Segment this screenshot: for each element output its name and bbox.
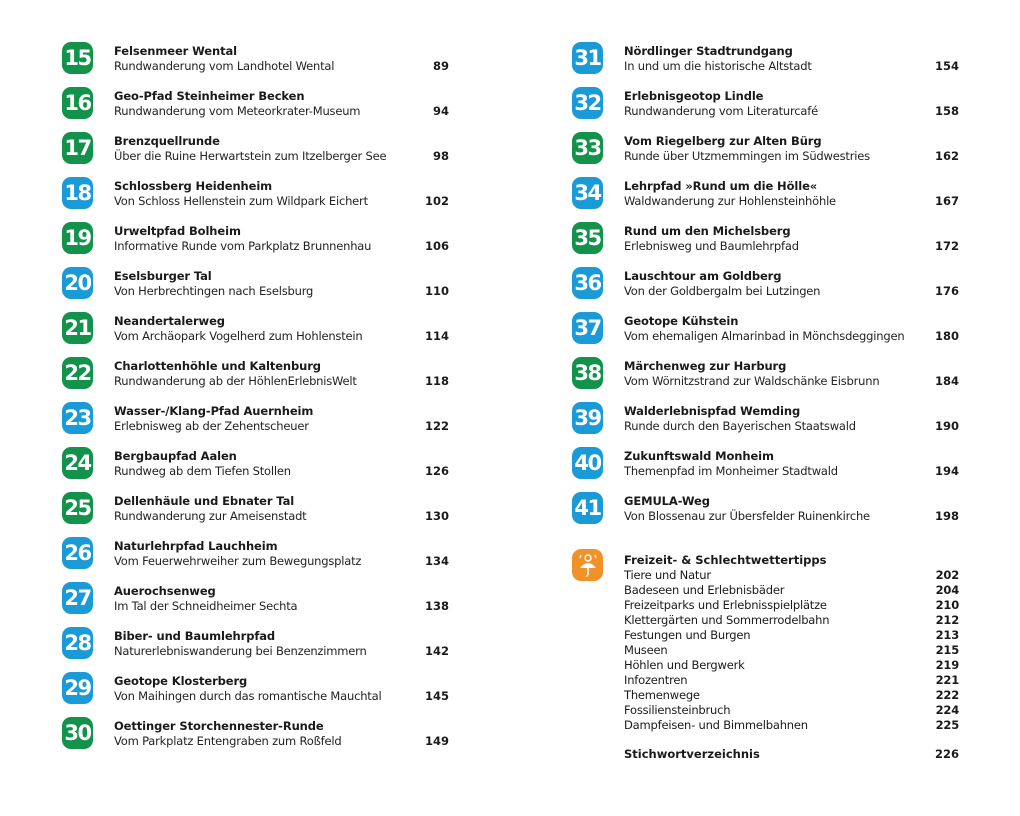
tip-label: Fossiliensteinbruch bbox=[624, 703, 731, 717]
tour-number-badge: 40 bbox=[572, 447, 603, 479]
tip-page-number: 221 bbox=[935, 673, 959, 687]
toc-entry-24[interactable] bbox=[62, 445, 452, 490]
toc-entry-19[interactable] bbox=[62, 220, 452, 265]
page-number: 114 bbox=[424, 329, 449, 343]
tour-title: Biber- und Baumlehrpfad bbox=[114, 629, 276, 643]
tip-page-number: 210 bbox=[935, 598, 959, 612]
page-number: 158 bbox=[934, 104, 959, 118]
tour-subtitle: Rundwanderung vom Meteorkrater-Museum bbox=[114, 104, 361, 118]
page-number: 94 bbox=[432, 104, 449, 118]
toc-entry-18[interactable] bbox=[62, 175, 452, 220]
tip-label: Themenwege bbox=[624, 688, 700, 702]
tour-title: Lehrpfad »Rund um die Hölle« bbox=[624, 179, 818, 193]
toc-entry-36[interactable] bbox=[572, 265, 962, 310]
tour-title: GEMULA-Weg bbox=[624, 494, 710, 508]
tip-page-number: 213 bbox=[935, 628, 959, 642]
tour-number-badge: 21 bbox=[62, 312, 93, 344]
tour-subtitle: Rundwanderung ab der HöhlenErlebnisWelt bbox=[114, 374, 357, 388]
toc-left-column bbox=[62, 40, 452, 760]
tip-label: Freizeitparks und Erlebnisspielplätze bbox=[624, 598, 827, 612]
tour-title: Auerochsenweg bbox=[114, 584, 216, 598]
toc-entry-35[interactable] bbox=[572, 220, 962, 265]
toc-entry-33[interactable] bbox=[572, 130, 962, 175]
sun-rain-umbrella-icon bbox=[572, 549, 603, 581]
tip-label: Dampfeisen- und Bimmelbahnen bbox=[624, 718, 808, 732]
tips-heading: Freizeit- & Schlechtwettertipps bbox=[624, 553, 827, 567]
tour-title: Lauschtour am Goldberg bbox=[624, 269, 782, 283]
tour-title: Charlottenhöhle und Kaltenburg bbox=[114, 359, 321, 373]
tour-title: Bergbaupfad Aalen bbox=[114, 449, 237, 463]
page-number: 134 bbox=[424, 554, 449, 568]
page-number: 142 bbox=[424, 644, 449, 658]
page-number: 118 bbox=[424, 374, 449, 388]
toc-entry-17[interactable] bbox=[62, 130, 452, 175]
tip-label: Badeseen und Erlebnisbäder bbox=[624, 583, 785, 597]
page-number: 138 bbox=[424, 599, 449, 613]
tour-number-badge: 23 bbox=[62, 402, 93, 434]
tour-title: Geo-Pfad Steinheimer Becken bbox=[114, 89, 305, 103]
tour-title: Schlossberg Heidenheim bbox=[114, 179, 273, 193]
tour-title: Wasser-/Klang-Pfad Auernheim bbox=[114, 404, 314, 418]
toc-entry-28[interactable] bbox=[62, 625, 452, 670]
page-number: 154 bbox=[934, 59, 959, 73]
tour-subtitle: Themenpfad im Monheimer Stadtwald bbox=[624, 464, 838, 478]
page-number: 98 bbox=[432, 149, 449, 163]
tour-title: Oettinger Storchennester-Runde bbox=[114, 719, 324, 733]
tip-page-number: 222 bbox=[935, 688, 959, 702]
tour-number-badge: 29 bbox=[62, 672, 93, 704]
tour-subtitle: Rundwanderung zur Ameisenstadt bbox=[114, 509, 307, 523]
tip-label: Infozentren bbox=[624, 673, 688, 687]
tour-title: Märchenweg zur Harburg bbox=[624, 359, 787, 373]
tip-item[interactable] bbox=[624, 598, 959, 613]
index-entry[interactable] bbox=[624, 747, 959, 761]
page-number: 184 bbox=[934, 374, 959, 388]
page-number: 106 bbox=[424, 239, 449, 253]
toc-entry-16[interactable] bbox=[62, 85, 452, 130]
tour-title: Brenzquellrunde bbox=[114, 134, 220, 148]
tour-subtitle: Rundwanderung vom Literaturcafé bbox=[624, 104, 818, 118]
tour-subtitle: Waldwanderung zur Hohlensteinhöhle bbox=[624, 194, 836, 208]
tour-subtitle: Von Herbrechtingen nach Eselsburg bbox=[114, 284, 314, 298]
page-number: 126 bbox=[424, 464, 449, 478]
tour-subtitle: Rundwanderung vom Landhotel Wental bbox=[114, 59, 335, 73]
tip-item[interactable] bbox=[624, 688, 959, 703]
tour-title: Vom Riegelberg zur Alten Bürg bbox=[624, 134, 822, 148]
tour-subtitle: Rundweg ab dem Tiefen Stollen bbox=[114, 464, 291, 478]
tour-title: Nördlinger Stadtrundgang bbox=[624, 44, 793, 58]
tour-subtitle: Vom Feuerwehrweiher zum Bewegungsplatz bbox=[114, 554, 362, 568]
tip-item[interactable] bbox=[624, 643, 959, 658]
tour-number-badge: 34 bbox=[572, 177, 603, 209]
tip-item[interactable] bbox=[624, 568, 959, 583]
tour-subtitle: Vom Wörnitzstrand zur Waldschänke Eisbrunn bbox=[624, 374, 880, 388]
tour-title: Dellenhäule und Ebnater Tal bbox=[114, 494, 295, 508]
toc-entry-26[interactable] bbox=[62, 535, 452, 580]
toc-entry-38[interactable] bbox=[572, 355, 962, 400]
page-number: 89 bbox=[432, 59, 449, 73]
tip-page-number: 224 bbox=[935, 703, 959, 717]
page-number: 162 bbox=[934, 149, 959, 163]
tour-title: Neandertalerweg bbox=[114, 314, 225, 328]
tip-item[interactable] bbox=[624, 718, 959, 733]
tour-number-badge: 26 bbox=[62, 537, 93, 569]
tour-number-badge: 41 bbox=[572, 492, 603, 524]
tour-number-badge: 38 bbox=[572, 357, 603, 389]
tour-title: Naturlehrpfad Lauchheim bbox=[114, 539, 278, 553]
tip-item[interactable] bbox=[624, 673, 959, 688]
tip-page-number: 212 bbox=[935, 613, 959, 627]
tip-label: Höhlen und Bergwerk bbox=[624, 658, 745, 672]
tour-subtitle: Von Blossenau zur Übersfelder Ruinenkirche bbox=[624, 509, 870, 523]
tour-number-badge: 22 bbox=[62, 357, 93, 389]
tip-item[interactable] bbox=[624, 658, 959, 673]
toc-entry-39[interactable] bbox=[572, 400, 962, 445]
tour-number-badge: 37 bbox=[572, 312, 603, 344]
toc-entry-22[interactable] bbox=[62, 355, 452, 400]
tip-page-number: 215 bbox=[935, 643, 959, 657]
tour-title: Geotope Kühstein bbox=[624, 314, 739, 328]
index-label: Stichwortverzeichnis bbox=[624, 747, 760, 761]
tour-subtitle: Runde über Utzmemmingen im Südwestries bbox=[624, 149, 870, 163]
toc-entry-15[interactable] bbox=[62, 40, 452, 85]
tour-title: Urweltpfad Bolheim bbox=[114, 224, 241, 238]
tip-item[interactable] bbox=[624, 613, 959, 628]
page-number: 122 bbox=[424, 419, 449, 433]
toc-entry-21[interactable] bbox=[62, 310, 452, 355]
page-number: 167 bbox=[934, 194, 959, 208]
tour-subtitle: Von Maihingen durch das romantische Mauchtal bbox=[114, 689, 382, 703]
page-number: 130 bbox=[424, 509, 449, 523]
tip-label: Klettergärten und Sommerrodelbahn bbox=[624, 613, 830, 627]
tour-number-badge: 16 bbox=[62, 87, 93, 119]
toc-entry-20[interactable] bbox=[62, 265, 452, 310]
tour-number-badge: 32 bbox=[572, 87, 603, 119]
tour-subtitle: Runde durch den Bayerischen Staatswald bbox=[624, 419, 856, 433]
page-number: 149 bbox=[424, 734, 449, 748]
tip-page-number: 219 bbox=[935, 658, 959, 672]
tour-number-badge: 33 bbox=[572, 132, 603, 164]
tour-number-badge: 18 bbox=[62, 177, 93, 209]
page-number: 194 bbox=[934, 464, 959, 478]
page-number: 110 bbox=[424, 284, 449, 298]
page-number: 172 bbox=[934, 239, 959, 253]
tour-number-badge: 17 bbox=[62, 132, 93, 164]
tour-title: Felsenmeer Wental bbox=[114, 44, 237, 58]
toc-entry-29[interactable] bbox=[62, 670, 452, 715]
tip-label: Festungen und Burgen bbox=[624, 628, 751, 642]
page-number: 198 bbox=[934, 509, 959, 523]
tip-page-number: 225 bbox=[935, 718, 959, 732]
page-number: 176 bbox=[934, 284, 959, 298]
toc-entry-23[interactable] bbox=[62, 400, 452, 445]
index-page-number: 226 bbox=[934, 747, 959, 761]
tour-subtitle: Vom ehemaligen Almarinbad in Mönchsdeggingen bbox=[624, 329, 905, 343]
toc-entry-32[interactable] bbox=[572, 85, 962, 130]
tour-title: Erlebnisgeotop Lindle bbox=[624, 89, 764, 103]
tour-number-badge: 19 bbox=[62, 222, 93, 254]
tip-label: Museen bbox=[624, 643, 668, 657]
tour-number-badge: 30 bbox=[62, 717, 93, 749]
tour-number-badge: 31 bbox=[572, 42, 603, 74]
tour-title: Eselsburger Tal bbox=[114, 269, 212, 283]
toc-entry-25[interactable] bbox=[62, 490, 452, 535]
tour-subtitle: Erlebnisweg und Baumlehrpfad bbox=[624, 239, 799, 253]
tour-subtitle: Vom Archäopark Vogelherd zum Hohlenstein bbox=[114, 329, 363, 343]
tour-number-badge: 25 bbox=[62, 492, 93, 524]
tour-number-badge: 36 bbox=[572, 267, 603, 299]
tour-title: Walderlebnispfad Wemding bbox=[624, 404, 801, 418]
toc-entry-40[interactable] bbox=[572, 445, 962, 490]
tip-item[interactable] bbox=[624, 628, 959, 643]
page-number: 145 bbox=[424, 689, 449, 703]
tour-title: Rund um den Michelsberg bbox=[624, 224, 791, 238]
toc-entry-34[interactable] bbox=[572, 175, 962, 220]
tour-subtitle: Von der Goldbergalm bei Lutzingen bbox=[624, 284, 821, 298]
toc-entry-37[interactable] bbox=[572, 310, 962, 355]
tips-list bbox=[624, 568, 959, 733]
tour-title: Zukunftswald Monheim bbox=[624, 449, 774, 463]
tip-item[interactable] bbox=[624, 583, 959, 598]
tour-subtitle: Erlebnisweg ab der Zehentscheuer bbox=[114, 419, 309, 433]
tip-page-number: 202 bbox=[935, 568, 959, 582]
tour-number-badge: 15 bbox=[62, 42, 93, 74]
tip-label: Tiere und Natur bbox=[624, 568, 711, 582]
toc-right-column bbox=[572, 40, 962, 535]
tour-number-badge: 28 bbox=[62, 627, 93, 659]
tip-page-number: 204 bbox=[935, 583, 959, 597]
toc-entry-27[interactable] bbox=[62, 580, 452, 625]
tour-subtitle: Im Tal der Schneidheimer Sechta bbox=[114, 599, 298, 613]
tour-number-badge: 27 bbox=[62, 582, 93, 614]
tip-item[interactable] bbox=[624, 703, 959, 718]
tour-number-badge: 35 bbox=[572, 222, 603, 254]
tour-subtitle: Über die Ruine Herwartstein zum Itzelberger See bbox=[114, 149, 387, 163]
tour-subtitle: Informative Runde vom Parkplatz Brunnenhau bbox=[114, 239, 372, 253]
tour-number-badge: 24 bbox=[62, 447, 93, 479]
tour-subtitle: Vom Parkplatz Entengraben zum Roßfeld bbox=[114, 734, 342, 748]
tour-subtitle: In und um die historische Altstadt bbox=[624, 59, 812, 73]
tour-number-badge: 20 bbox=[62, 267, 93, 299]
page-number: 190 bbox=[934, 419, 959, 433]
tour-number-badge: 39 bbox=[572, 402, 603, 434]
toc-entry-31[interactable] bbox=[572, 40, 962, 85]
toc-entry-30[interactable] bbox=[62, 715, 452, 760]
page-number: 180 bbox=[934, 329, 959, 343]
tour-subtitle: Von Schloss Hellenstein zum Wildpark Eichert bbox=[114, 194, 368, 208]
page-number: 102 bbox=[424, 194, 449, 208]
tour-title: Geotope Klosterberg bbox=[114, 674, 248, 688]
tour-subtitle: Naturerlebniswanderung bei Benzenzimmern bbox=[114, 644, 367, 658]
toc-entry-41[interactable] bbox=[572, 490, 962, 535]
